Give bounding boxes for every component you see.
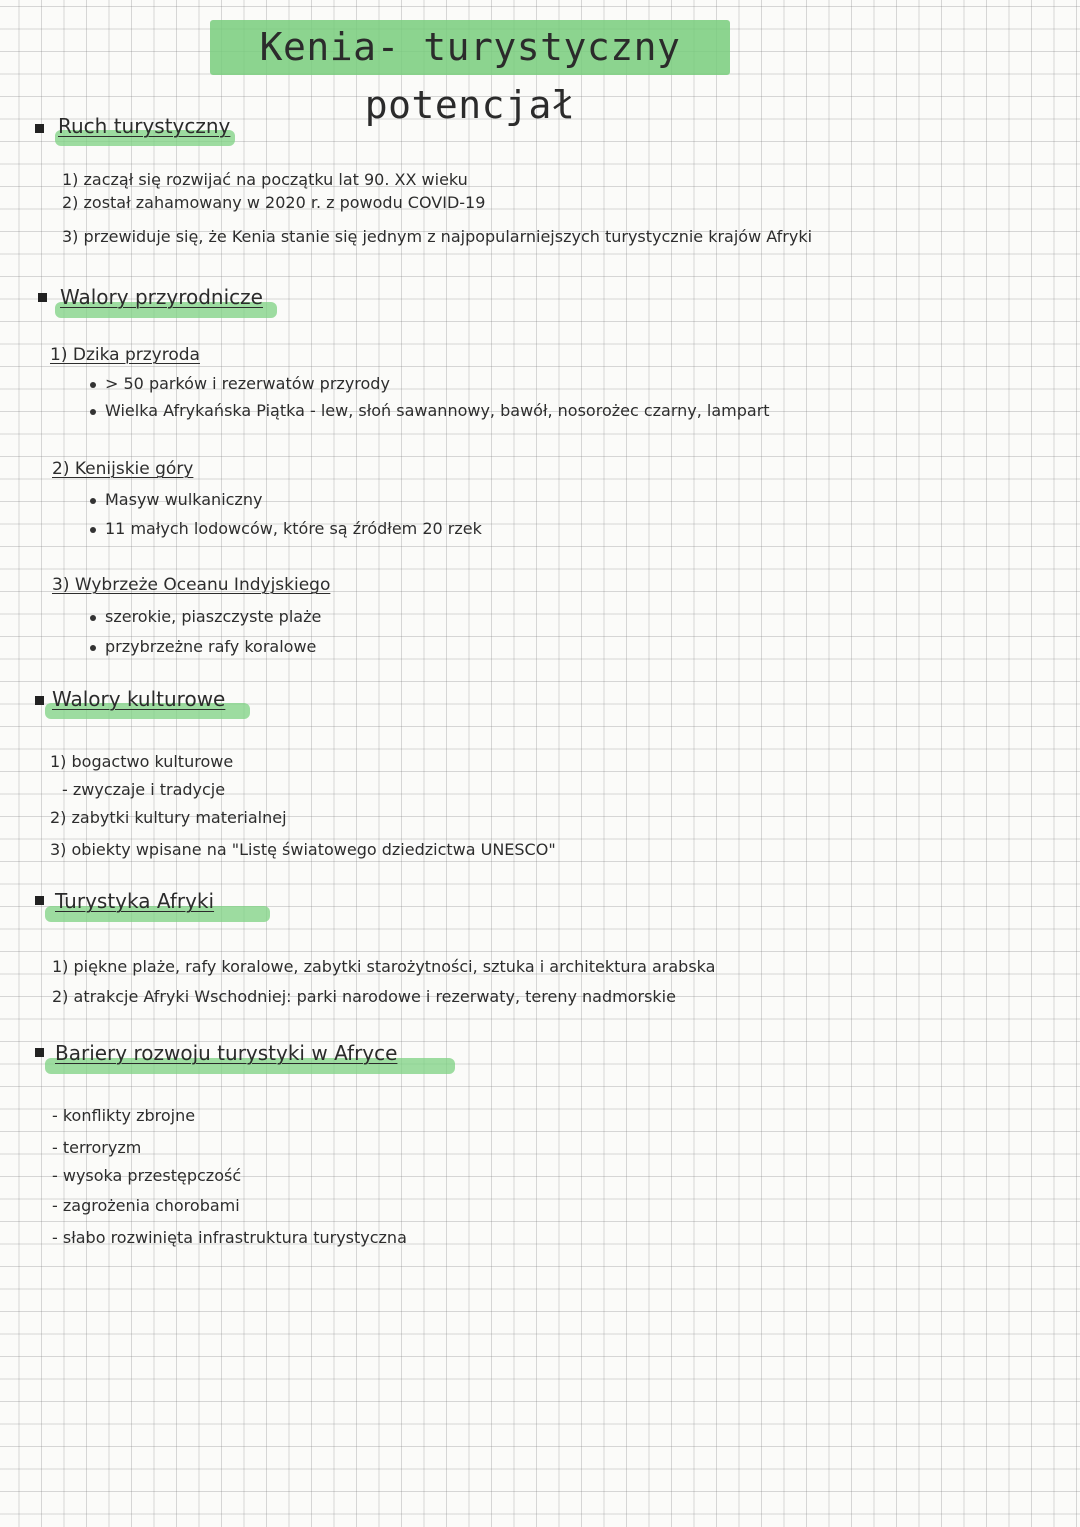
subheading: 3) Wybrzeże Oceanu Indyjskiego [52,575,331,595]
list-item: - słabo rozwinięta infrastruktura turystyczna [52,1228,407,1247]
subheading: 1) Dzika przyroda [50,345,200,365]
list-item: 2) atrakcje Afryki Wschodniej: parki narodowe i rezerwaty, tereny nadmorskie [52,987,676,1006]
list-item [90,490,262,510]
dot-bullet-icon [90,409,96,415]
list-item: - konflikty zbrojne [52,1106,196,1125]
list-item-text: szerokie, piaszczyste plaże [105,607,322,626]
section-heading-przyrodnicze: Walory przyrodnicze [60,285,263,309]
list-item [90,519,482,539]
section-heading-ruch: Ruch turystyczny [58,114,231,138]
list-item [90,374,390,394]
square-bullet-icon [35,896,44,905]
section-heading-kulturowe: Walory kulturowe [52,687,226,711]
list-item: - wysoka przestępczość [52,1166,242,1185]
list-item: 2) zabytki kultury materialnej [50,808,287,827]
list-item: 1) bogactwo kulturowe [50,752,234,771]
subheading: 2) Kenijskie góry [52,459,194,479]
list-item [90,401,770,421]
square-bullet-icon [35,124,44,133]
dot-bullet-icon [90,615,96,621]
square-bullet-icon [35,1048,44,1057]
list-item: - terroryzm [52,1138,142,1157]
square-bullet-icon [35,696,44,705]
list-item-text: Wielka Afrykańska Piątka - lew, słoń sawannowy, bawół, nosorożec czarny, lampart [105,401,770,420]
list-item [90,637,316,657]
section-heading-bariery: Bariery rozwoju turystyki w Afryce [55,1041,398,1065]
list-item [90,607,321,627]
list-item-text: > 50 parków i rezerwatów przyrody [105,374,390,393]
list-item: 3) obiekty wpisane na "Listę światowego dziedzictwa UNESCO" [50,840,556,859]
dot-bullet-icon [90,527,96,533]
list-item-text: Masyw wulkaniczny [105,490,263,509]
list-item: 3) przewiduje się, że Kenia stanie się jednym z najpopularniejszych turystycznie krajów Afryki [62,227,813,246]
dot-bullet-icon [90,498,96,504]
dot-bullet-icon [90,382,96,388]
list-item-text: 11 małych lodowców, które są źródłem 20 rzek [105,519,482,538]
list-item: - zwyczaje i tradycje [62,780,226,799]
list-item-text: przybrzeżne rafy koralowe [105,637,317,656]
list-item: 1) piękne plaże, rafy koralowe, zabytki starożytności, sztuka i architektura arabska [52,957,716,976]
page-title: Kenia- turystyczny potencjał [259,25,681,127]
square-bullet-icon [38,293,47,302]
list-item: 1) zaczął się rozwijać na początku lat 90. XX wieku [62,170,468,189]
dot-bullet-icon [90,645,96,651]
list-item: - zagrożenia chorobami [52,1196,240,1215]
section-heading-afryka: Turystyka Afryki [55,889,215,913]
list-item: 2) został zahamowany w 2020 r. z powodu COVID-19 [62,193,486,212]
